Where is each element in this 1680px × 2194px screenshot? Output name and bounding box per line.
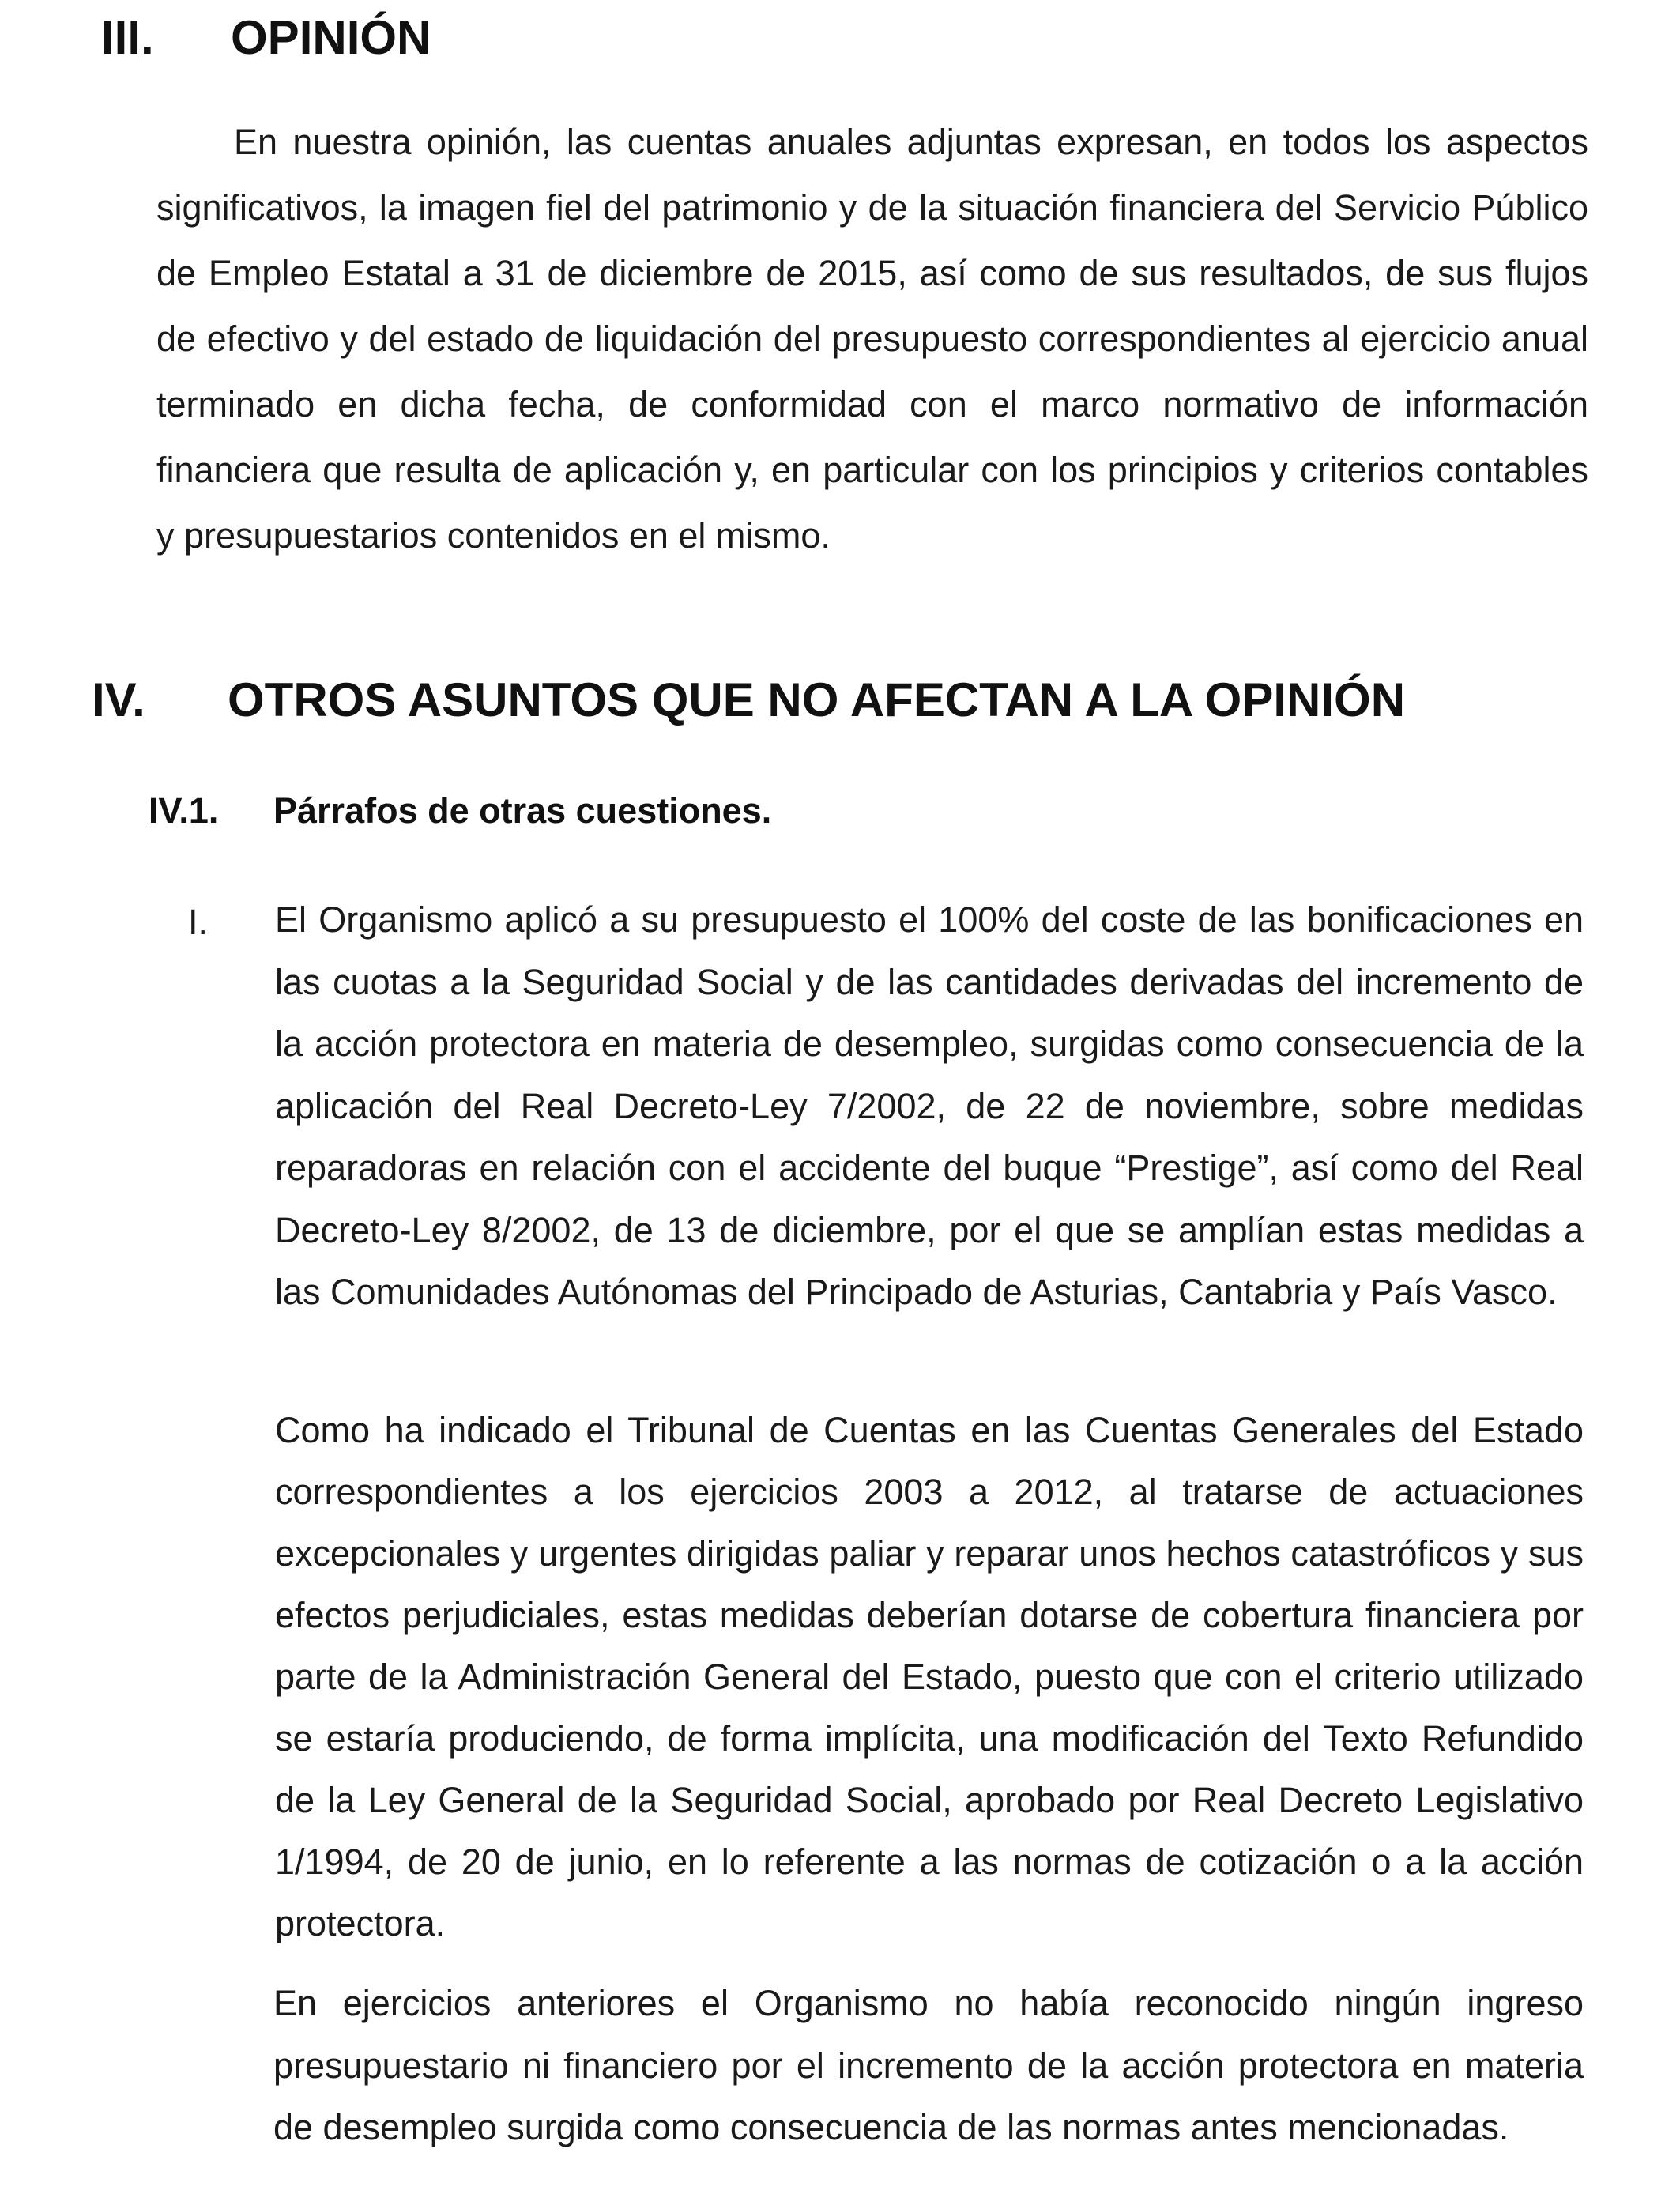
item-marker: I. — [188, 902, 209, 942]
section-iv-number: IV. — [92, 673, 145, 726]
section-iv-title: OTROS ASUNTOS QUE NO AFECTAN A LA OPINIÓN — [228, 673, 1406, 726]
section-iii-number: III. — [101, 11, 154, 64]
subsection-iv-1-heading — [149, 790, 1571, 836]
item-paragraph-3: En ejercicios anteriores el Organismo no había reconocido ningún ingreso presupuestario ni financiero por el incremento de la acción protectora en materia de desempleo surgida como consecuencia de las normas antes mencionadas. — [273, 1983, 1584, 2147]
section-iii-title: OPINIÓN — [231, 11, 431, 64]
opinion-paragraph: En nuestra opinión, las cuentas anuales adjuntas expresan, en todos los aspectos significativos, la imagen fiel del patrimonio y de la situación financiera del Servicio Público de Empleo Estatal a 31 de diciembre de 2015, así como de sus resultados, de sus flujos de efectivo y del estado de liquidación del presupuesto correspondientes al ejercicio anual terminado en dicha fecha, de conformidad con el marco normativo de información financiera que resulta de aplicación y, en particular con los principios y criterios contables y presupuestarios contenidos en el mismo. — [156, 122, 1588, 556]
subsection-iv-1-number: IV.1. — [149, 790, 219, 831]
item-paragraph-2: Como ha indicado el Tribunal de Cuentas en las Cuentas Generales del Estado correspondientes a los ejercicios 2003 a 2012, al tratarse de actuaciones excepcionales y urgentes dirigidas paliar y reparar unos hechos catastróficos y sus efectos perjudiciales, estas medidas deberían dotarse de cobertura financiera por parte de la Administración General del Estado, puesto que con el criterio utilizado se estaría produciendo, de forma implícita, una modificación del Texto Refundido de la Ley General de la Seguridad Social, aprobado por Real Decreto Legislativo 1/1994, de 20 de junio, en lo referente a las normas de cotización o a la acción protectora. — [275, 1410, 1584, 1943]
section-iv-heading — [92, 673, 1633, 732]
subsection-iv-1-title: Párrafos de otras cuestiones. — [273, 790, 772, 831]
item-paragraph-1: El Organismo aplicó a su presupuesto el 100% del coste de las bonificaciones en las cuotas a la Seguridad Social y de las cantidades derivadas del incremento de la acción protectora en materia de desempleo, surgidas como consecuencia de la aplicación del Real Decreto-Ley 7/2002, de 22 de noviembre, sobre medidas reparadoras en relación con el accidente del buque “Prestige”, así como del Real Decreto-Ley 8/2002, de 13 de diciembre, por el que se amplían estas medidas a las Comunidades Autónomas del Principado de Asturias, Cantabria y País Vasco. — [275, 899, 1584, 1312]
section-iii-heading — [101, 11, 1603, 70]
